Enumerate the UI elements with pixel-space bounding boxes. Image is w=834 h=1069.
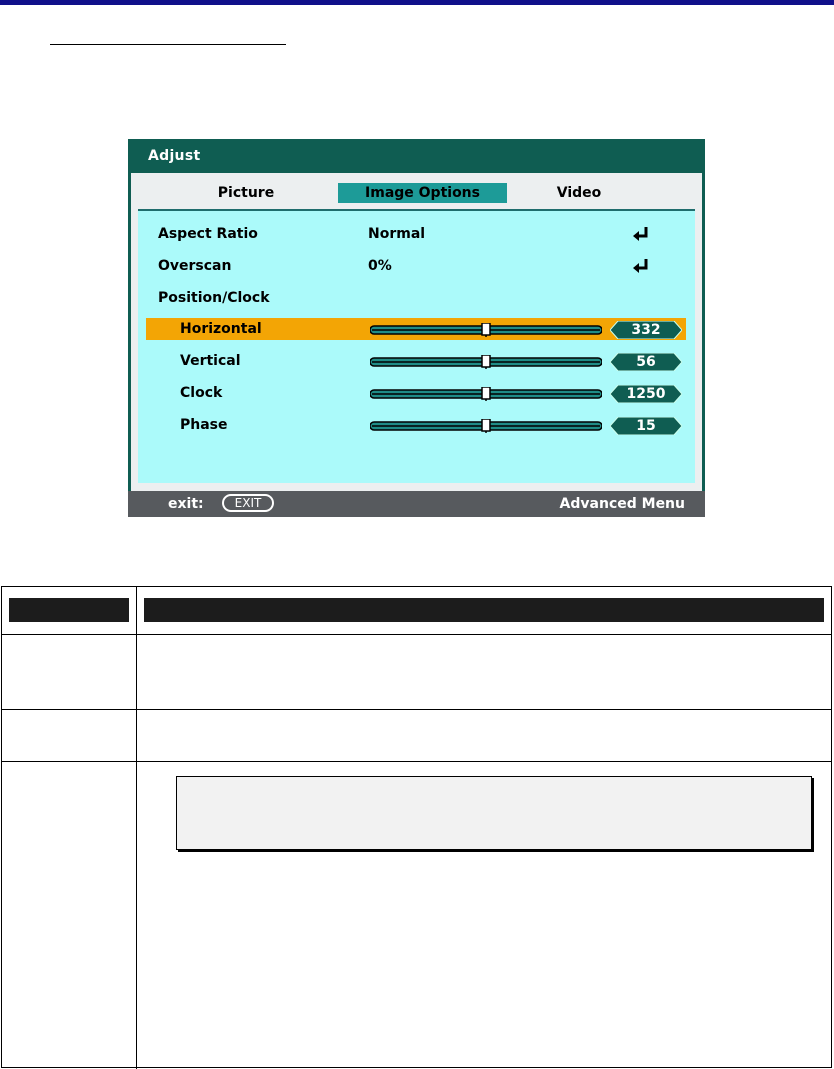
clock-value: 1250 xyxy=(626,386,666,402)
osd-title: Adjust xyxy=(148,148,201,164)
horizontal-slider[interactable] xyxy=(370,323,602,337)
table-header-cell xyxy=(9,598,129,622)
osd-body xyxy=(131,173,702,491)
tab-video[interactable]: Video xyxy=(556,185,602,201)
tab-image-options[interactable]: Image Options xyxy=(338,183,507,203)
horizontal-value: 332 xyxy=(631,322,661,338)
slider-thumb-icon xyxy=(482,355,490,369)
enter-return-icon[interactable] xyxy=(632,226,652,242)
vertical-label[interactable]: Vertical xyxy=(180,353,241,369)
description-table xyxy=(1,586,832,1068)
overscan-label[interactable]: Overscan xyxy=(158,258,232,274)
advanced-menu-label: Advanced Menu xyxy=(559,496,685,512)
tab-picture[interactable]: Picture xyxy=(217,185,275,201)
row-divider xyxy=(2,634,831,635)
row-divider xyxy=(2,709,831,710)
vertical-slider[interactable] xyxy=(370,355,602,369)
position-clock-label: Position/Clock xyxy=(158,290,270,306)
slider-thumb-icon xyxy=(482,419,490,433)
slider-thumb-icon xyxy=(482,387,490,401)
adjust-osd-window xyxy=(128,139,705,517)
clock-label[interactable]: Clock xyxy=(180,385,223,401)
phase-slider[interactable] xyxy=(370,419,602,433)
section-header-underline xyxy=(50,44,286,45)
osd-footer xyxy=(128,491,705,517)
slider-thumb-icon xyxy=(482,323,490,337)
exit-button[interactable]: EXIT xyxy=(222,494,274,512)
aspect-ratio-value: Normal xyxy=(368,226,426,242)
table-header-cell xyxy=(144,598,824,622)
aspect-ratio-label[interactable]: Aspect Ratio xyxy=(158,226,258,242)
phase-value: 15 xyxy=(636,418,656,434)
vertical-value: 56 xyxy=(636,354,656,370)
top-blue-rule xyxy=(0,0,834,5)
exit-label: exit: xyxy=(168,496,204,512)
column-divider xyxy=(136,587,137,1069)
note-box xyxy=(176,776,812,850)
row-divider xyxy=(2,761,831,762)
options-panel xyxy=(138,209,695,483)
horizontal-label[interactable]: Horizontal xyxy=(180,321,262,337)
phase-label[interactable]: Phase xyxy=(180,417,228,433)
overscan-value: 0% xyxy=(368,258,392,274)
clock-slider[interactable] xyxy=(370,387,602,401)
enter-return-icon[interactable] xyxy=(632,258,652,274)
